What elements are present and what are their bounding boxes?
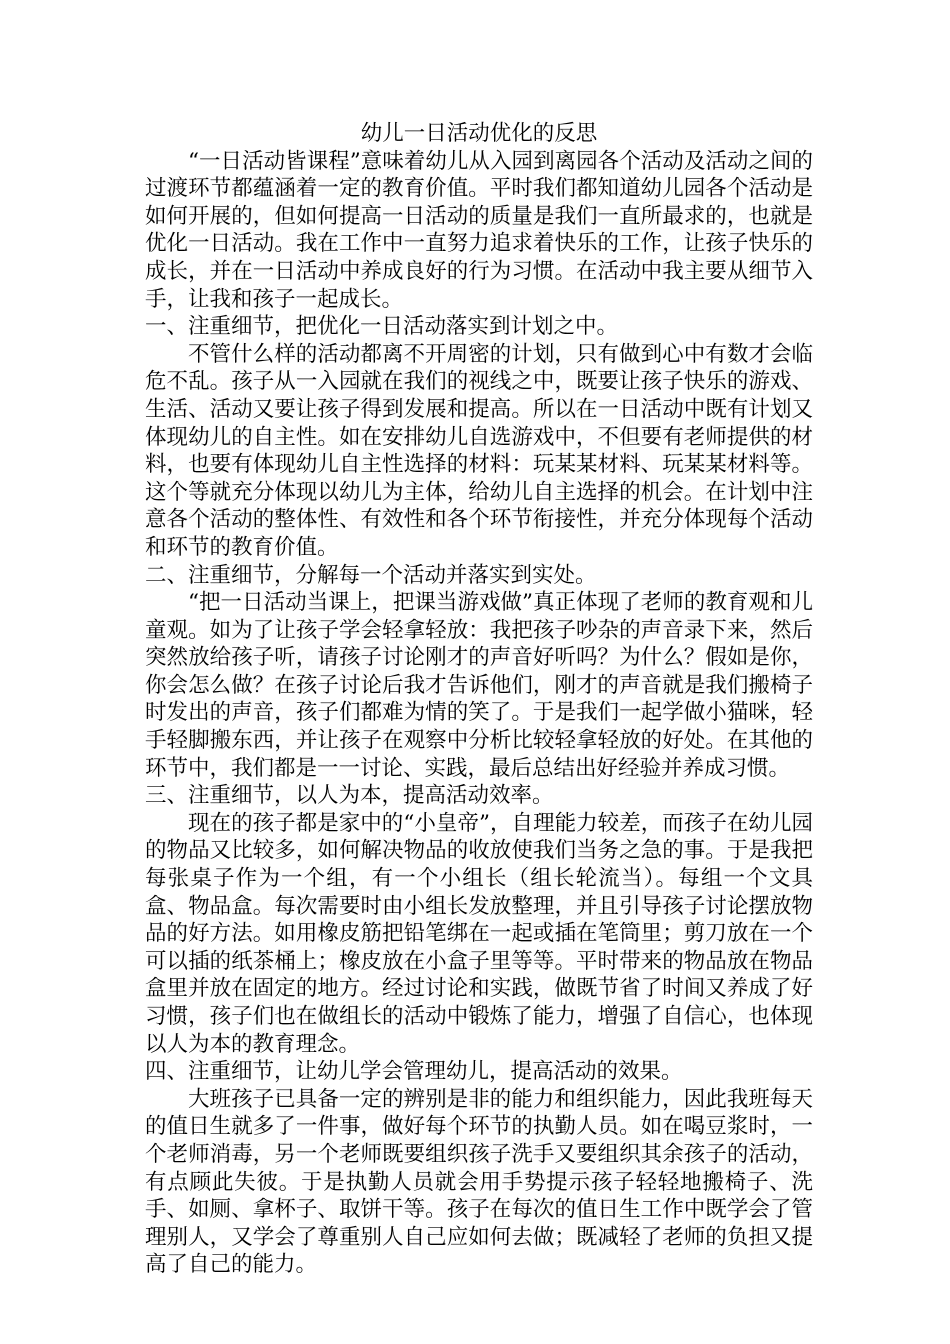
- section-heading-2: 二、注重细节，分解每一个活动并落实到实处。: [145, 562, 597, 588]
- document-page: [145, 120, 813, 1279]
- paragraph-section-3: 现在的孩子都是家中的“小皇帝”，自理能力较差，而孩子在幼儿园的物品又比较多，如何解决物品的收放使我们当务之急的事。于是我把每张桌子作为一个组，有一个小组长（组长轮流当）。每组一个文具盒、物品盒。每次需要时由小组长发放整理，并且引导孩子讨论摆放物品的好方法。如用橡皮筋把铅笔绑在一起或插在笔筒里；剪刀放在一个可以插的纸茶桶上；橡皮放在小盒子里等等。平时带来的物品放在物品盒里并放在固定的地方。经过讨论和实践，做既节省了时间又养成了好习惯，孩子们也在做组长的活动中锻炼了能力，增强了自信心，也体现以人为本的教育理念。: [145, 810, 813, 1057]
- paragraph-section-2: “把一日活动当课上，把课当游戏做”真正体现了老师的教育观和儿童观。如为了让孩子学会轻拿轻放：我把孩子吵杂的声音录下来，然后突然放给孩子听，请孩子讨论刚才的声音好听吗？为什么？假如是你，你会怎么做？在孩子讨论后我才告诉他们，刚才的声音就是我们搬椅子时发出的声音，孩子们都难为情的笑了。于是我们一起学做小猫咪，轻手轻脚搬东西，并让孩子在观察中分析比较轻拿轻放的好处。在其他的环节中，我们都是一一讨论、实践，最后总结出好经验并养成习惯。: [145, 590, 813, 781]
- document-title: 幼儿一日活动优化的反思: [360, 121, 598, 146]
- section-heading-1: 一、注重细节，把优化一日活动落实到计划之中。: [145, 314, 619, 340]
- paragraph-section-4: 大班孩子已具备一定的辨别是非的能力和组织能力，因此我班每天的值日生就多了一件事，做好每个环节的执勤人员。如在喝豆浆时，一个老师消毒，另一个老师既要组织孩子洗手又要组织其余孩子的活动，有点顾此失彼。于是执勤人员就会用手势提示孩子轻轻地搬椅子、洗手、如厕、拿杯子、取饼干等。孩子在每次的值日生工作中既学会了管理别人，又学会了尊重别人自己应如何去做；既减轻了老师的负担又提高了自己的能力。: [145, 1086, 813, 1278]
- section-heading-3: 三、注重细节，以人为本，提高活动效率。: [145, 783, 554, 809]
- section-heading-4: 四、注重细节，让幼儿学会管理幼儿，提高活动的效果。: [145, 1059, 683, 1085]
- paragraph-intro: “一日活动皆课程”意味着幼儿从入园到离园各个活动及活动之间的过渡环节都蕴涵着一定的教育价值。平时我们都知道幼儿园各个活动是如何开展的，但如何提高一日活动的质量是我们一直所最求的，也就是优化一日活动。我在工作中一直努力追求着快乐的工作，让孩子快乐的成长，并在一日活动中养成良好的行为习惯。在活动中我主要从细节入手，让我和孩子一起成长。: [145, 148, 813, 312]
- paragraph-section-1: 不管什么样的活动都离不开周密的计划，只有做到心中有数才会临危不乱。孩子从一入园就在我们的视线之中，既要让孩子快乐的游戏、生活、活动又要让孩子得到发展和提高。所以在一日活动中既有计划又体现幼儿的自主性。如在安排幼儿自选游戏中，不但要有老师提供的材料，也要有体现幼儿自主性选择的材料：玩某某材料、玩某某材料等。这个等就充分体现以幼儿为主体，给幼儿自主选择的机会。在计划中注意各个活动的整体性、有效性和各个环节衔接性，并充分体现每个活动和环节的教育价值。: [145, 341, 813, 560]
